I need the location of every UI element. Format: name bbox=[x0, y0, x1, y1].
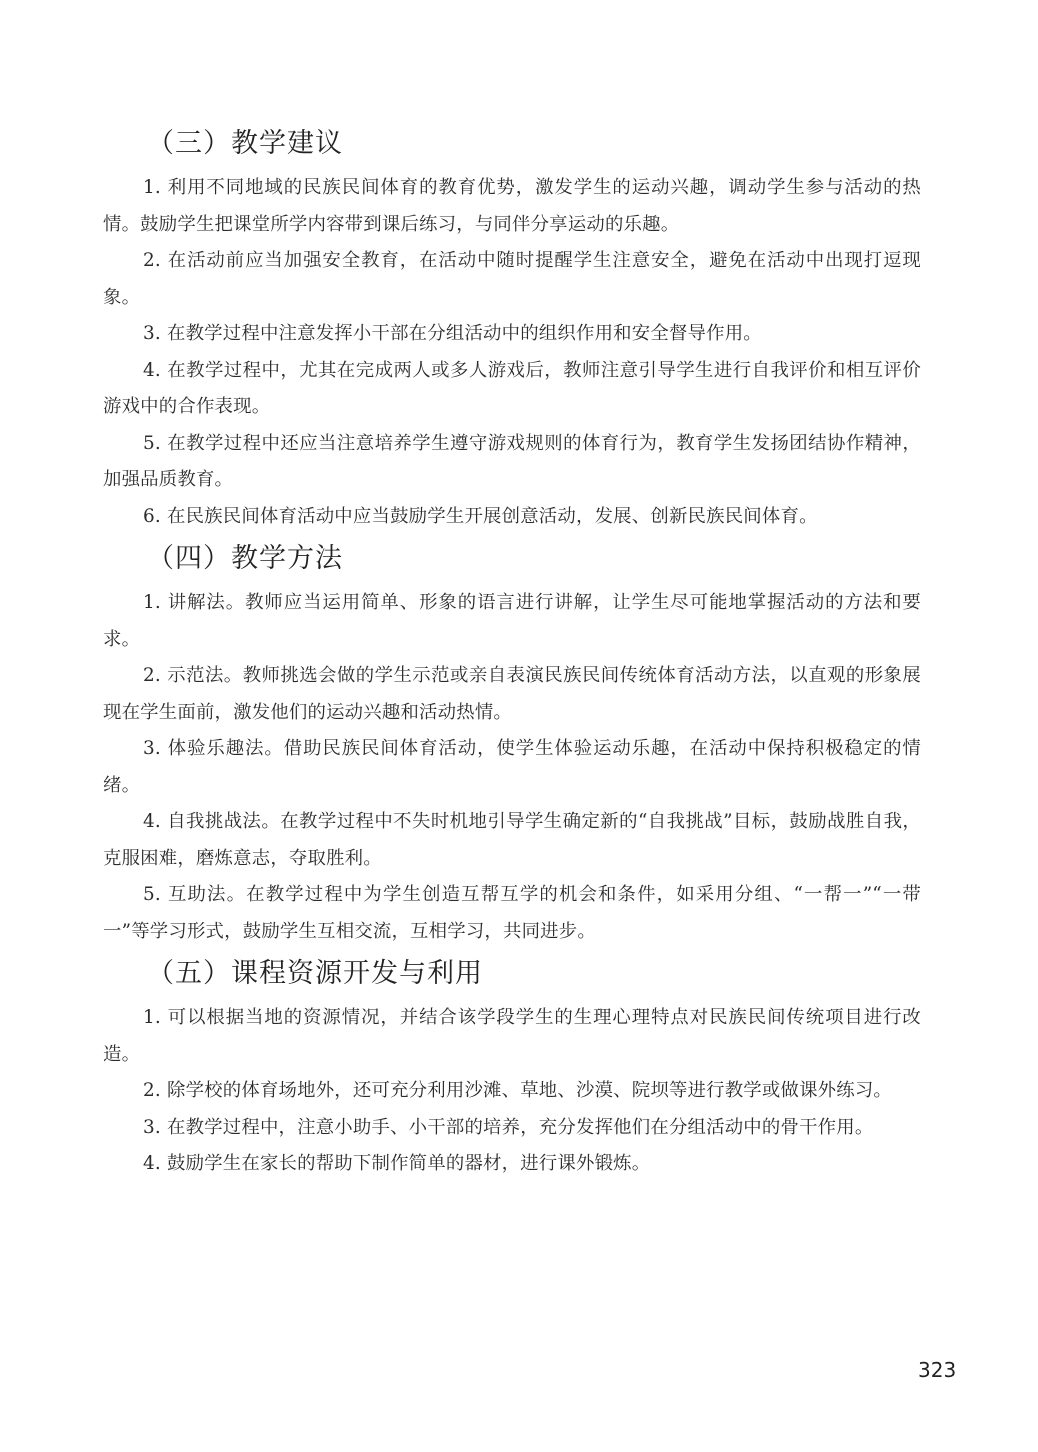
paragraph: 2. 除学校的体育场地外，还可充分利用沙滩、草地、沙漠、院坝等进行教学或做课外练习。 bbox=[143, 1080, 893, 1101]
paragraph: 1. 利用不同地域的民族民间体育的教育优势，激发学生的运动兴趣，调动学生参与活动的热情。鼓励学生把课堂所学内容带到课后练习，与同伴分享运动的乐趣。 bbox=[103, 177, 921, 235]
section-curriculum-resources bbox=[103, 954, 921, 1183]
page-content bbox=[103, 124, 921, 1187]
paragraph: 3. 在教学过程中，注意小助手、小干部的培养，充分发挥他们在分组活动中的骨干作用。 bbox=[143, 1116, 874, 1138]
paragraph: 3. 在教学过程中注意发挥小干部在分组活动中的组织作用和安全督导作用。 bbox=[143, 323, 762, 344]
paragraph: 5. 在教学过程中还应当注意培养学生遵守游戏规则的体育行为，教育学生发扬团结协作精神，加强品质教育。 bbox=[103, 432, 921, 490]
paragraph: 5. 互助法。在教学过程中为学生创造互帮互学的机会和条件，如采用分组、“一帮一”“一带一”等学习形式，鼓励学生互相交流，互相学习，共同进步。 bbox=[103, 884, 921, 942]
page-number: 323 bbox=[918, 1358, 957, 1382]
section-title: （三）教学建议 bbox=[147, 128, 343, 159]
section-teaching-methods bbox=[103, 539, 921, 950]
paragraph: 2. 示范法。教师挑选会做的学生示范或亲自表演民族民间传统体育活动方法，以直观的形象展现在学生面前，激发他们的运动兴趣和活动热情。 bbox=[103, 665, 921, 723]
paragraph: 3. 体验乐趣法。借助民族民间体育活动，使学生体验运动乐趣，在活动中保持积极稳定的情绪。 bbox=[103, 738, 921, 796]
section-title: （四）教学方法 bbox=[147, 543, 343, 574]
paragraph: 6. 在民族民间体育活动中应当鼓励学生开展创意活动，发展、创新民族民间体育。 bbox=[143, 505, 818, 527]
paragraph: 4. 在教学过程中，尤其在完成两人或多人游戏后，教师注意引导学生进行自我评价和相互评价游戏中的合作表现。 bbox=[103, 359, 921, 417]
paragraph: 4. 自我挑战法。在教学过程中不失时机地引导学生确定新的“自我挑战”目标，鼓励战胜自我，克服困难，磨炼意志，夺取胜利。 bbox=[103, 811, 921, 869]
paragraph: 1. 可以根据当地的资源情况，并结合该学段学生的生理心理特点对民族民间传统项目进行改造。 bbox=[103, 1007, 921, 1065]
section-title: （五）课程资源开发与利用 bbox=[147, 958, 483, 989]
paragraph: 2. 在活动前应当加强安全教育，在活动中随时提醒学生注意安全，避免在活动中出现打逗现象。 bbox=[103, 250, 921, 308]
section-teaching-suggestions bbox=[103, 124, 921, 535]
paragraph: 1. 讲解法。教师应当运用简单、形象的语言进行讲解，让学生尽可能地掌握活动的方法和要求。 bbox=[103, 592, 921, 650]
paragraph: 4. 鼓励学生在家长的帮助下制作简单的器材，进行课外锻炼。 bbox=[143, 1153, 651, 1174]
